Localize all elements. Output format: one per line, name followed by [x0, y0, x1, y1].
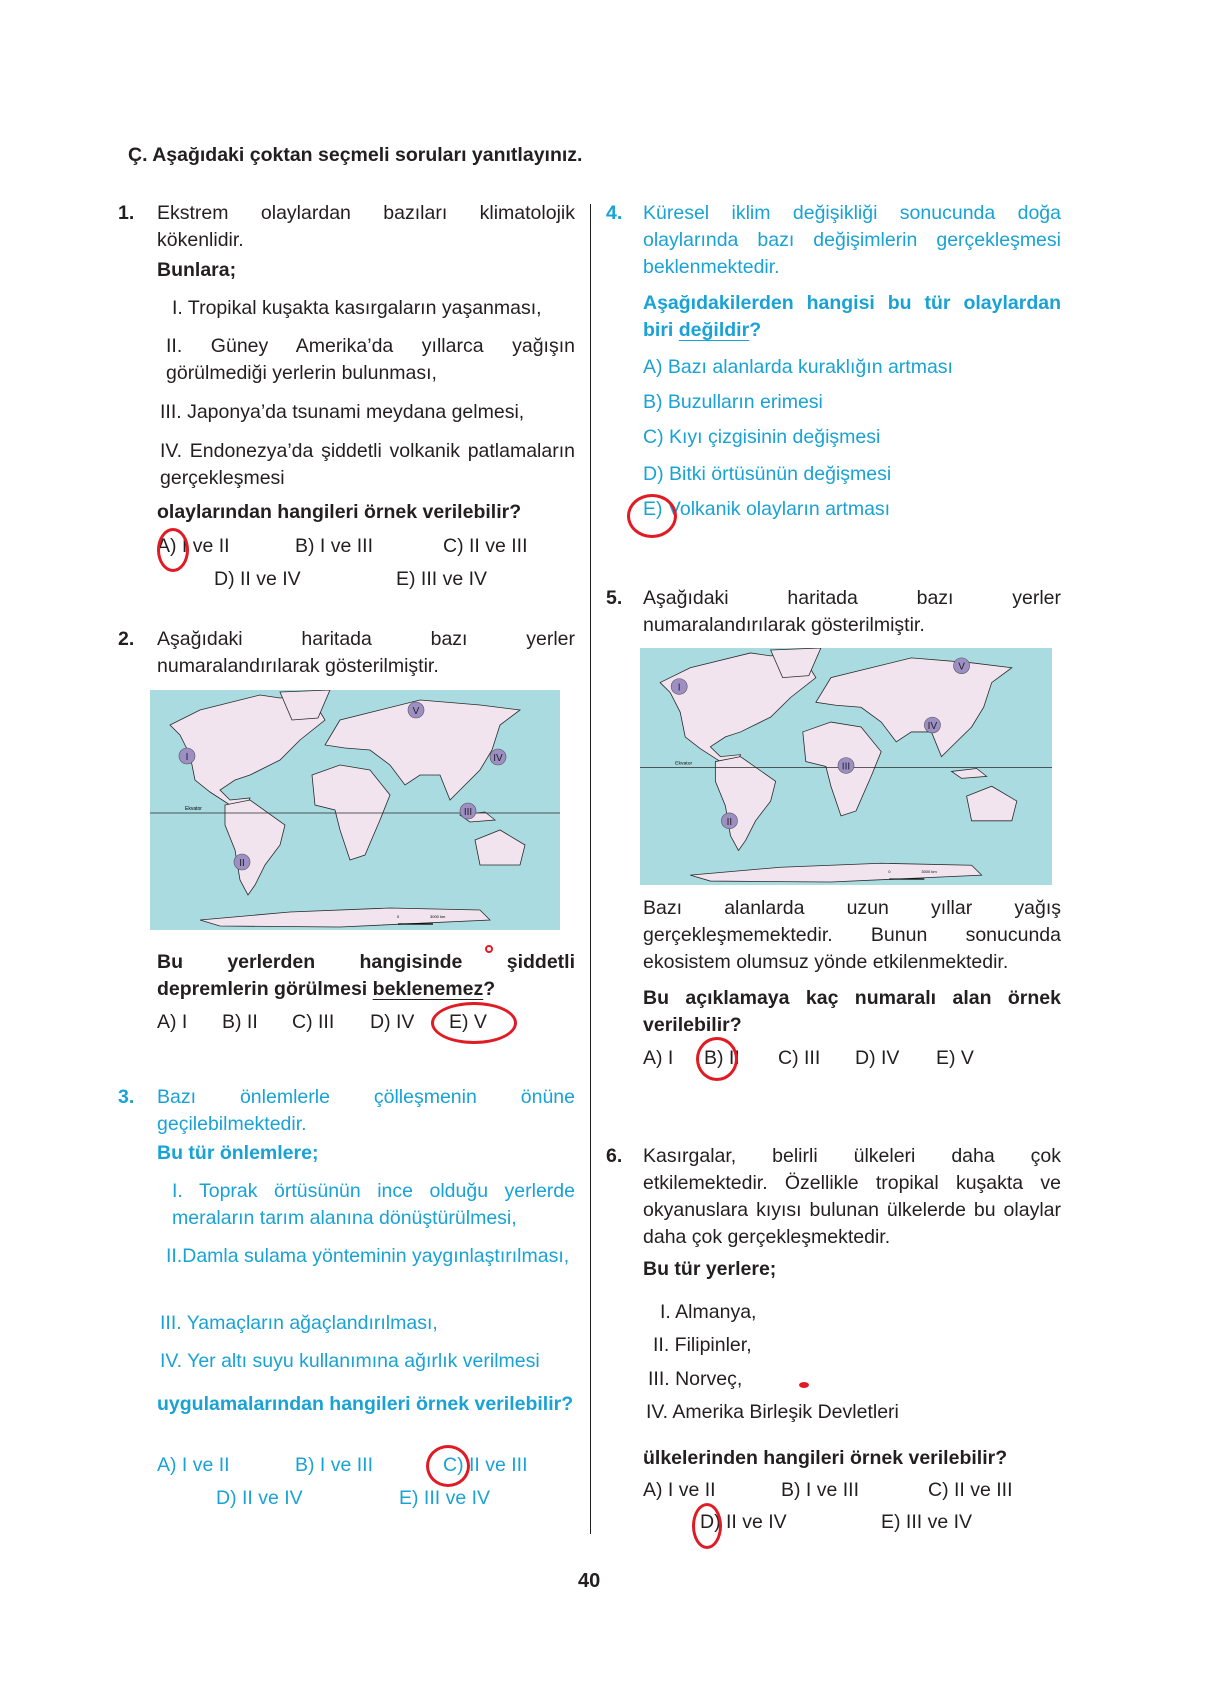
- option-d[interactable]: D) II ve IV: [700, 1511, 787, 1533]
- answer-mark-circle: [431, 1002, 517, 1044]
- question-number: 3.: [118, 1086, 135, 1108]
- question-lead: Bu tür önlemlere;: [157, 1142, 319, 1164]
- option-e[interactable]: E) Volkanik olayların artması: [643, 498, 891, 520]
- equator-label: Ekvator: [675, 760, 693, 767]
- page-number: 40: [578, 1570, 601, 1592]
- option-c[interactable]: C) Kıyı çizgisinin değişmesi: [643, 426, 881, 448]
- scale-zero: 0: [888, 869, 891, 875]
- equator-label: Ekvator: [185, 806, 202, 812]
- option-d[interactable]: D) Bitki örtüsünün değişmesi: [643, 463, 892, 485]
- question-paragraph: Bazı alanlarda uzun yıllar yağış gerçekleşmemektedir. Bunun sonucunda ekosistem olumsuz yönde etkilenmektedir.: [643, 897, 1061, 973]
- option-c[interactable]: C) II ve III: [928, 1479, 1013, 1501]
- option-d[interactable]: D) IV: [855, 1047, 900, 1069]
- marker-V: [408, 702, 424, 718]
- option-e[interactable]: E) III ve IV: [399, 1487, 491, 1509]
- option-c[interactable]: C) III: [292, 1011, 335, 1033]
- marker-IV: [490, 749, 506, 765]
- question-number: 6.: [606, 1145, 623, 1167]
- option-a[interactable]: A) I ve II: [157, 1454, 230, 1476]
- world-map: [150, 690, 560, 930]
- svg-text:V: V: [412, 706, 420, 717]
- svg-text:III: III: [463, 807, 473, 818]
- question-prompt: olaylarından hangileri örnek verilebilir?: [157, 501, 522, 523]
- marker-II: [721, 813, 737, 829]
- list-item: IV. Yer altı suyu kullanımına ağırlık verilmesi: [160, 1350, 540, 1372]
- option-d[interactable]: D) II ve IV: [216, 1487, 303, 1509]
- marker-I: [671, 679, 687, 695]
- question-prompt: Bu açıklamaya kaç numaralı alan örnek verilebilir?: [643, 987, 1061, 1036]
- question-prompt: Bu yerlerden hangisinde şiddetli depremlerin görülmesi beklenemez?: [157, 951, 575, 1000]
- answer-mark-circle: [696, 1037, 738, 1081]
- option-c[interactable]: C) III: [778, 1047, 821, 1069]
- scale-label: 3000 km: [921, 869, 937, 875]
- list-item: II. Filipinler,: [653, 1334, 752, 1356]
- option-a[interactable]: A) Bazı alanlarda kuraklığın artması: [643, 356, 953, 378]
- list-item: II. Güney Amerika’da yıllarca yağışın görülmediği yerlerin bulunması,: [166, 335, 575, 384]
- svg-text:IV: IV: [493, 753, 503, 764]
- scale-label: 3000 km: [430, 914, 446, 919]
- option-a[interactable]: A) I: [157, 1011, 188, 1033]
- marker-III: [838, 758, 854, 774]
- question-prompt: ülkelerinden hangileri örnek verilebilir?: [643, 1447, 1008, 1469]
- question-stem: Bazı önlemlerle çölleşmenin önüne geçilebilmektedir.: [157, 1086, 575, 1135]
- option-d[interactable]: D) IV: [370, 1011, 415, 1033]
- svg-text:II: II: [239, 858, 245, 869]
- question-stem: Aşağıdaki haritada bazı yerler numaralandırılarak gösterilmiştir.: [643, 587, 1061, 636]
- question-stem: Ekstrem olaylardan bazıları klimatolojik kökenlidir.: [157, 202, 575, 251]
- svg-text:I: I: [677, 682, 681, 694]
- option-b[interactable]: B) I ve III: [295, 535, 374, 557]
- option-b[interactable]: B) II: [704, 1047, 740, 1069]
- list-item: II.Damla sulama yönteminin yaygınlaştırılması,: [166, 1245, 570, 1267]
- marker-I: [179, 748, 195, 764]
- question-number: 4.: [606, 202, 623, 224]
- list-item: III. Japonya’da tsunami meydana gelmesi,: [160, 401, 525, 423]
- pen-mark: [485, 945, 493, 953]
- option-a[interactable]: A) I ve II: [157, 535, 230, 557]
- question-stem: Kasırgalar, belirli ülkeleri daha çok etkilemektedir. Özellikle tropikal kuşakta ve okyanuslara kıyısı bulunan ülkelerde bu olaylar daha çok gerçekleşmektedir.: [643, 1145, 1061, 1248]
- question-number: 2.: [118, 628, 135, 650]
- option-a[interactable]: A) I: [643, 1047, 674, 1069]
- marker-II: [234, 854, 250, 870]
- option-a[interactable]: A) I ve II: [643, 1479, 716, 1501]
- pen-dot: [799, 1382, 809, 1388]
- question-prompt: Aşağıdakilerden hangisi bu tür olaylardan biri değildir?: [643, 292, 1061, 341]
- list-item: III. Norveç,: [648, 1368, 743, 1390]
- question-stem: Aşağıdaki haritada bazı yerler numaralandırılarak gösterilmiştir.: [157, 628, 575, 677]
- answer-mark-circle: [426, 1445, 470, 1487]
- question-number: 5.: [606, 587, 623, 609]
- column-divider: [590, 204, 591, 1534]
- option-c[interactable]: C) II ve III: [443, 535, 528, 557]
- option-b[interactable]: B) Buzulların erimesi: [643, 391, 823, 413]
- svg-text:II: II: [726, 816, 733, 828]
- option-b[interactable]: B) I ve III: [295, 1454, 374, 1476]
- svg-text:V: V: [958, 661, 965, 673]
- marker-V: [954, 658, 970, 674]
- answer-mark-circle: [627, 494, 677, 538]
- question-prompt: uygulamalarından hangileri örnek verilebilir?: [157, 1393, 574, 1415]
- answer-mark-circle: [157, 528, 189, 572]
- option-e[interactable]: E) V: [449, 1011, 487, 1033]
- marker-IV: [924, 717, 940, 733]
- option-e[interactable]: E) III ve IV: [396, 568, 488, 590]
- marker-III: [460, 803, 476, 819]
- world-map: [640, 648, 1052, 885]
- list-item: IV. Endonezya’da şiddetli volkanik patlamaların gerçekleşmesi: [160, 440, 575, 489]
- list-item: I. Almanya,: [660, 1301, 757, 1323]
- question-number: 1.: [118, 202, 135, 224]
- section-header: Ç. Aşağıdaki çoktan seçmeli soruları yanıtlayınız.: [128, 144, 583, 166]
- list-item: IV. Amerika Birleşik Devletleri: [646, 1401, 899, 1423]
- question-lead: Bunlara;: [157, 259, 237, 281]
- list-item: III. Yamaçların ağaçlandırılması,: [160, 1312, 438, 1334]
- question-lead: Bu tür yerlere;: [643, 1258, 777, 1280]
- answer-mark-circle: [692, 1503, 722, 1549]
- option-e[interactable]: E) V: [936, 1047, 974, 1069]
- list-item: I. Tropikal kuşakta kasırgaların yaşanması,: [172, 297, 542, 319]
- question-stem: Küresel iklim değişikliği sonucunda doğa olaylarında bazı değişimlerin gerçekleşmesi beklenmektedir.: [643, 202, 1061, 278]
- svg-text:III: III: [841, 761, 851, 773]
- scale-zero: 0: [397, 914, 400, 919]
- option-b[interactable]: B) I ve III: [781, 1479, 860, 1501]
- option-c[interactable]: C) II ve III: [443, 1454, 528, 1476]
- option-d[interactable]: D) II ve IV: [214, 568, 301, 590]
- svg-text:I: I: [185, 752, 189, 763]
- option-e[interactable]: E) III ve IV: [881, 1511, 973, 1533]
- list-item: I. Toprak örtüsünün ince olduğu yerlerde meraların tarım alanına dönüştürülmesi,: [172, 1180, 575, 1229]
- option-b[interactable]: B) II: [222, 1011, 258, 1033]
- svg-text:IV: IV: [927, 721, 938, 732]
